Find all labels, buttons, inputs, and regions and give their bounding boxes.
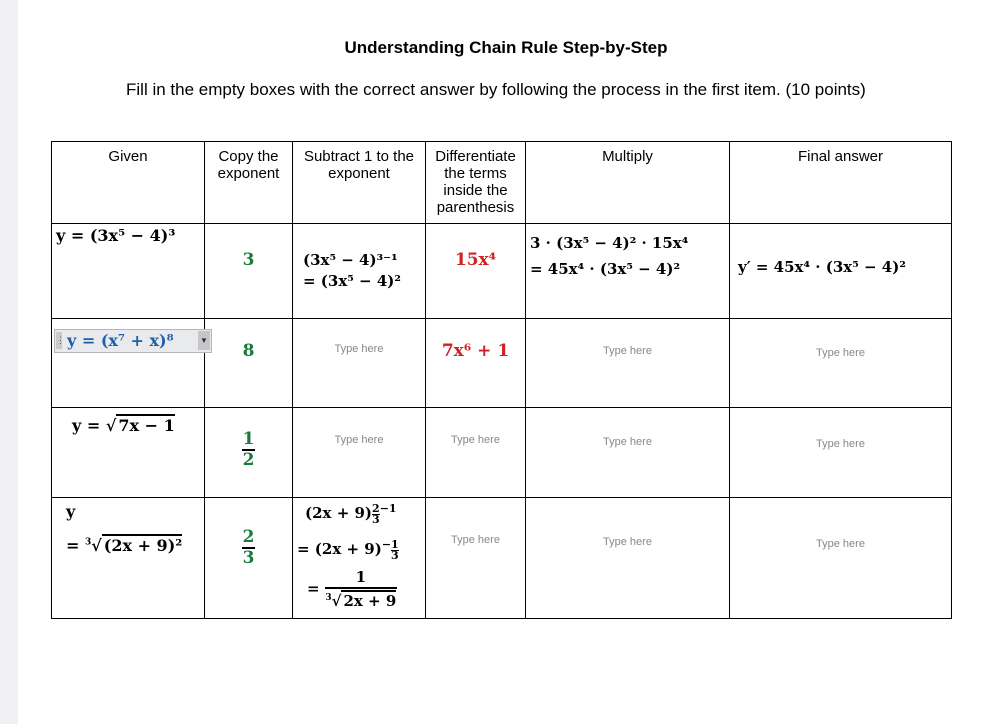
table-row: [52, 224, 952, 319]
header-multiply: Multiply: [526, 142, 730, 224]
row2-multiply[interactable]: [526, 319, 730, 408]
row4-subtract-line3: = $\frac{1}{^3√ 2x + 9}$: [307, 568, 397, 610]
row1-given-expr: y = (3x⁵ − 4)³: [56, 226, 176, 245]
radicand: (2x + 9)²: [103, 536, 183, 555]
row1-multiply: [526, 224, 730, 319]
row1-exponent: 3: [242, 250, 255, 270]
row2-differentiate: [426, 319, 526, 408]
row1-multiply-line2: = 45x⁴ · (3x⁵ − 4)²: [530, 260, 681, 278]
row2-final[interactable]: [730, 319, 952, 408]
row1-final: [730, 224, 952, 319]
placeholder-text[interactable]: Type here: [816, 438, 865, 450]
row2-exponent: 8: [242, 341, 255, 361]
row3-copy: [205, 408, 293, 498]
row1-subtract: [293, 224, 426, 319]
header-final-answer: Final answer: [730, 142, 952, 224]
table-row: [52, 498, 952, 619]
row2-subtract[interactable]: [293, 319, 426, 408]
placeholder-text[interactable]: Type here: [451, 534, 500, 546]
equation-content-control[interactable]: [54, 329, 212, 353]
row2-copy: [205, 319, 293, 408]
row4-given-lhs: y: [66, 502, 76, 521]
chain-rule-table: [51, 141, 952, 619]
placeholder-text[interactable]: Type here: [603, 536, 652, 548]
row3-given: [52, 408, 205, 498]
row1-copy: [205, 224, 293, 319]
placeholder-text[interactable]: Type here: [334, 343, 384, 355]
placeholder-text[interactable]: Type here: [603, 345, 652, 357]
header-row: [52, 142, 952, 224]
table-row: [52, 408, 952, 498]
placeholder-text[interactable]: Type here: [603, 436, 652, 448]
document-page: [18, 0, 994, 724]
row4-differentiate[interactable]: [426, 498, 526, 619]
row2-given: [52, 319, 208, 408]
placeholder-text[interactable]: Type here: [334, 434, 384, 446]
row1-subtract-line2: = (3x⁵ − 4)²: [303, 272, 401, 290]
radicand: 7x − 1: [118, 416, 175, 435]
row4-subtract: [293, 498, 426, 619]
instructions: Fill in the empty boxes with the correct answer by following the process in the first item. (10 points): [126, 80, 866, 99]
header-copy-exponent: Copy the exponent: [205, 142, 293, 224]
header-given: Given: [52, 142, 205, 224]
row1-subtract-line1: (3x⁵ − 4)³⁻¹: [303, 251, 398, 269]
header-differentiate: Differentiate the terms inside the parenthesis: [426, 142, 526, 224]
row4-multiply[interactable]: [526, 498, 730, 619]
table-row: [52, 319, 952, 408]
row3-final[interactable]: [730, 408, 952, 498]
row2-given-expr[interactable]: y = (x⁷ + x)⁸: [67, 331, 174, 350]
row1-multiply-line1: 3 · (3x⁵ − 4)² · 15x⁴: [530, 234, 689, 252]
row3-differentiate[interactable]: [426, 408, 526, 498]
page-title: Understanding Chain Rule Step-by-Step: [344, 38, 668, 57]
row3-multiply[interactable]: [526, 408, 730, 498]
row1-differentiate: [426, 224, 526, 319]
row1-final-answer: y′ = 45x⁴ · (3x⁵ − 4)²: [738, 258, 906, 276]
dropdown-arrow-icon[interactable]: ▼: [198, 331, 210, 350]
placeholder-text[interactable]: Type here: [816, 538, 865, 550]
row4-given-expr: = $^3$√ (2x + 9)²: [66, 536, 183, 555]
row3-given-expr: y = √ 7x − 1: [72, 416, 175, 435]
row1-derivative: 15x⁴: [454, 250, 497, 270]
row4-exponent: $\frac{2}{3}$: [242, 527, 255, 568]
row2-derivative: 7x⁶ + 1: [441, 341, 510, 361]
header-subtract: Subtract 1 to the exponent: [293, 142, 426, 224]
row1-given: [52, 224, 205, 319]
row3-exponent: $\frac{1}{2}$: [242, 429, 255, 470]
row4-copy: [205, 498, 293, 619]
row4-given: [52, 498, 205, 619]
row3-subtract[interactable]: [293, 408, 426, 498]
row4-subtract-line1: (2x + 9) $\frac{2}{3}$ $^{-1}$: [305, 502, 397, 526]
placeholder-text[interactable]: Type here: [451, 434, 500, 446]
placeholder-text[interactable]: Type here: [816, 347, 865, 359]
drag-handle-icon[interactable]: ⋮: [56, 332, 62, 349]
row4-subtract-line2: = (2x + 9)− $\frac{1}{3}$: [297, 538, 399, 562]
row4-final[interactable]: [730, 498, 952, 619]
